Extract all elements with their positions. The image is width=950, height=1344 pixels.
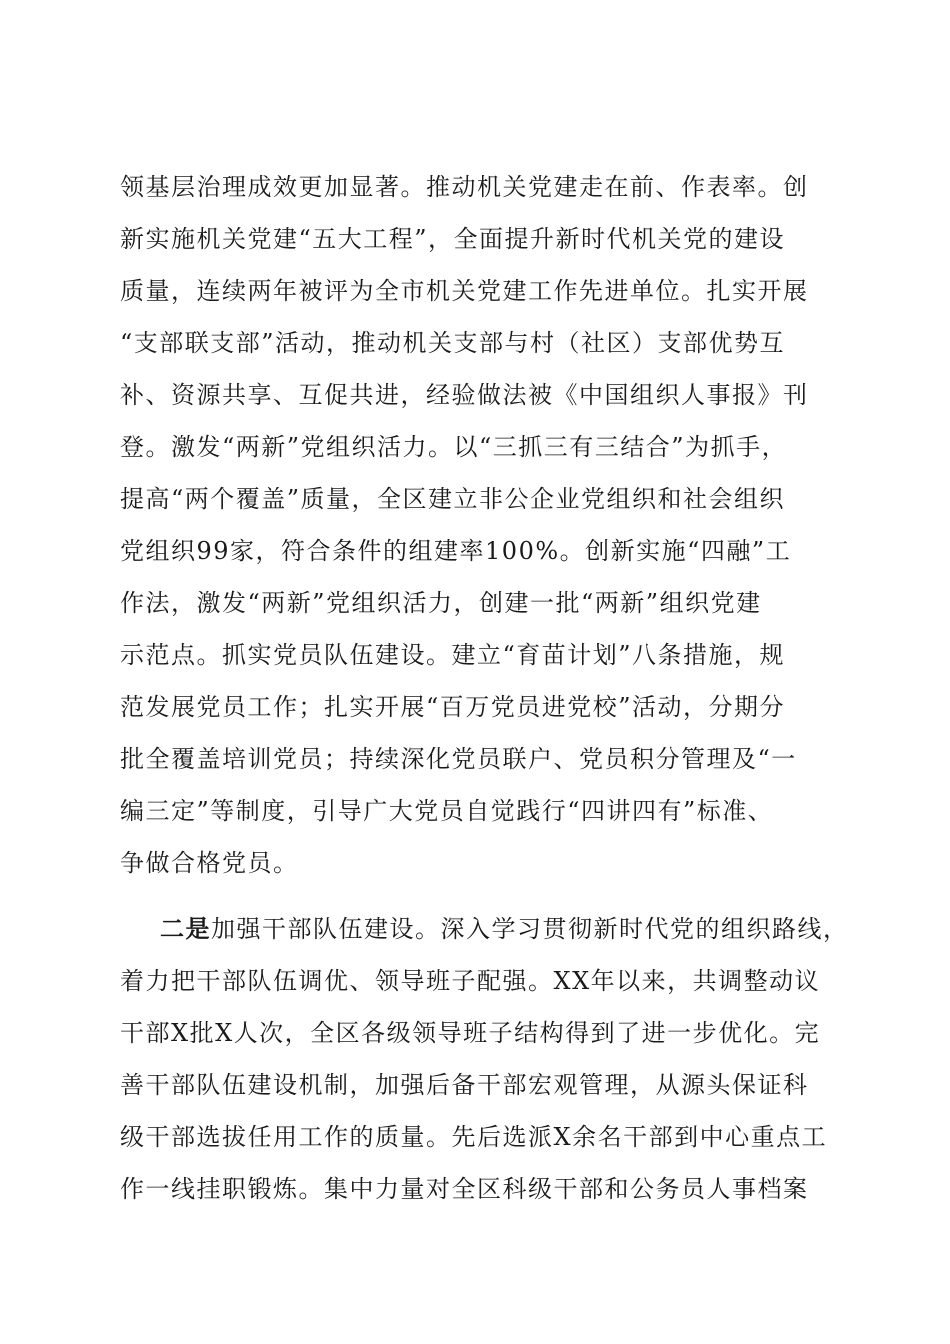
text-line: 作一线挂职锻炼。集中力量对全区科级干部和公务员人事档案	[120, 1175, 809, 1203]
text-line: 质量，连续两年被评为全市机关党建工作先进单位。扎实开展	[120, 277, 809, 305]
text-line: 着力把干部队伍调优、领导班子配强。XX年以来，共调整动议	[120, 967, 821, 995]
text-line: 登。激发“两新”党组织活力。以“三抓三有三结合”为抓手，	[120, 433, 788, 461]
text-span: 加强干部队伍建设。深入学习贯彻新时代党的组织路线，	[211, 915, 849, 943]
document-body	[120, 161, 849, 1215]
text-line: 级干部选拔任用工作的质量。先后选派X余名干部到中心重点工	[120, 1123, 828, 1151]
section-lead: 二是	[160, 914, 211, 943]
text-line: 补、资源共享、互促共进，经验做法被《中国组织人事报》刊	[120, 381, 809, 409]
paragraph-2-first-line	[120, 903, 849, 955]
paragraph-spacing	[120, 889, 840, 903]
text-line: 批全覆盖培训党员；持续深化党员联户、党员积分管理及“一	[120, 745, 797, 773]
text-line: 善干部队伍建设机制，加强后备干部宏观管理，从源头保证科	[120, 1071, 809, 1099]
text-line: 提高“两个覆盖”质量，全区建立非公企业党组织和社会组织	[120, 485, 786, 513]
text-line: 编三定”等制度，引导广大党员自觉践行“四讲四有”标准、	[120, 797, 774, 825]
text-line: 干部X批X人次，全区各级领导班子结构得到了进一步优化。完	[120, 1019, 821, 1047]
paragraph-1	[120, 161, 840, 889]
text-line: “支部联支部”活动，推动机关支部与村（社区）支部优势互	[120, 329, 786, 357]
paragraph-2	[120, 903, 849, 1215]
text-line: 范发展党员工作；扎实开展“百万党员进党校”活动，分期分	[120, 693, 786, 721]
text-line: 领基层治理成效更加显著。推动机关党建走在前、作表率。创	[120, 173, 809, 201]
text-line: 党组织99家，符合条件的组建率100%。创新实施“四融”工	[120, 537, 792, 565]
text-line: 争做合格党员。	[120, 849, 299, 877]
text-line: 新实施机关党建“五大工程”，全面提升新时代机关党的建设	[120, 225, 786, 253]
text-line: 示范点。抓实党员队伍建设。建立“育苗计划”八条措施，规	[120, 641, 786, 669]
text-line: 作法，激发“两新”党组织活力，创建一批“两新”组织党建	[120, 589, 762, 617]
